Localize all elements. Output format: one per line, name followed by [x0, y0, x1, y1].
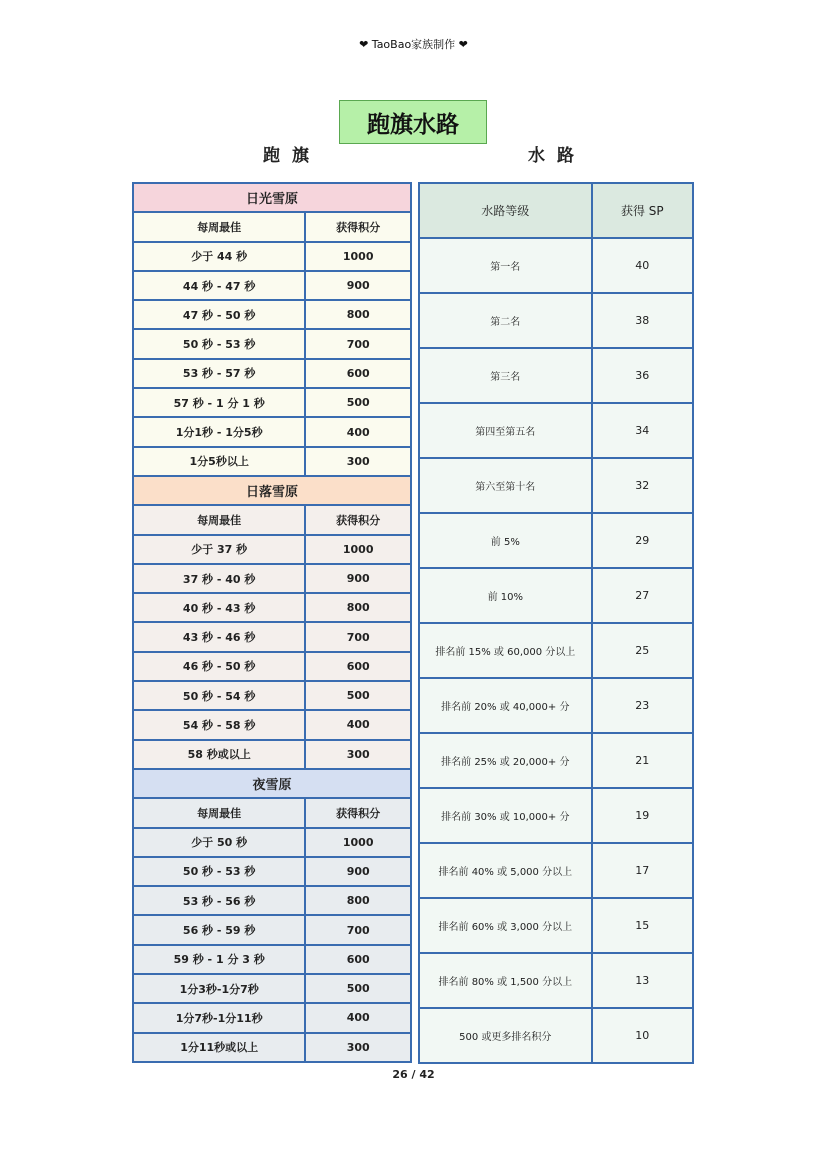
points-cell: 900: [305, 857, 411, 886]
rank-cell: 第二名: [419, 293, 592, 348]
time-cell: 1分1秒 - 1分5秒: [133, 417, 305, 446]
flag-race-table: [132, 182, 412, 1063]
section-header-row: [133, 476, 411, 505]
points-cell: 400: [305, 710, 411, 739]
column-header-time: 每周最佳: [133, 505, 305, 534]
column-header-row: [133, 798, 411, 827]
rank-cell: 前 10%: [419, 568, 592, 623]
rank-cell: 排名前 20% 或 40,000+ 分: [419, 678, 592, 733]
time-cell: 1分5秒以上: [133, 447, 305, 476]
column-header-row: [133, 505, 411, 534]
time-cell: 50 秒 - 54 秒: [133, 681, 305, 710]
table-row: [133, 242, 411, 271]
subtitle-flag: 跑旗: [263, 146, 321, 166]
points-cell: 600: [305, 945, 411, 974]
table-row: [133, 447, 411, 476]
points-cell: 500: [305, 974, 411, 1003]
sp-cell: 17: [592, 843, 693, 898]
page-header: ❤ TaoBao家族制作 ❤: [359, 38, 468, 51]
rank-cell: 排名前 15% 或 60,000 分以上: [419, 623, 592, 678]
table-row: [133, 593, 411, 622]
points-cell: 800: [305, 886, 411, 915]
table-row: [133, 974, 411, 1003]
sp-cell: 19: [592, 788, 693, 843]
time-cell: 1分11秒或以上: [133, 1033, 305, 1062]
table-row: [419, 953, 693, 1008]
points-cell: 800: [305, 300, 411, 329]
points-cell: 900: [305, 564, 411, 593]
sp-cell: 34: [592, 403, 693, 458]
sp-cell: 10: [592, 1008, 693, 1063]
rank-cell: 前 5%: [419, 513, 592, 568]
time-cell: 40 秒 - 43 秒: [133, 593, 305, 622]
time-cell: 少于 37 秒: [133, 535, 305, 564]
section-header-row: [133, 769, 411, 798]
time-cell: 58 秒或以上: [133, 740, 305, 769]
time-cell: 少于 44 秒: [133, 242, 305, 271]
points-cell: 400: [305, 417, 411, 446]
column-header-points: 获得积分: [305, 505, 411, 534]
rank-cell: 排名前 40% 或 5,000 分以上: [419, 843, 592, 898]
points-cell: 300: [305, 447, 411, 476]
time-cell: 56 秒 - 59 秒: [133, 915, 305, 944]
sp-cell: 13: [592, 953, 693, 1008]
time-cell: 37 秒 - 40 秒: [133, 564, 305, 593]
points-cell: 1000: [305, 828, 411, 857]
time-cell: 57 秒 - 1 分 1 秒: [133, 388, 305, 417]
subtitle-water: 水路: [528, 146, 586, 166]
page-title: 跑旗水路: [339, 100, 487, 144]
section-title: 夜雪原: [133, 769, 411, 798]
table-row: [133, 681, 411, 710]
table-row: [419, 678, 693, 733]
column-header-points: 获得积分: [305, 798, 411, 827]
points-cell: 700: [305, 329, 411, 358]
table-row: [133, 622, 411, 651]
sp-cell: 32: [592, 458, 693, 513]
table-row: [133, 1003, 411, 1032]
points-cell: 500: [305, 681, 411, 710]
rank-cell: 排名前 30% 或 10,000+ 分: [419, 788, 592, 843]
table-row: [133, 740, 411, 769]
rank-cell: 第四至第五名: [419, 403, 592, 458]
table-header-row: [419, 183, 693, 238]
time-cell: 59 秒 - 1 分 3 秒: [133, 945, 305, 974]
rank-cell: 第三名: [419, 348, 592, 403]
points-cell: 900: [305, 271, 411, 300]
points-cell: 700: [305, 915, 411, 944]
section-header-row: [133, 183, 411, 212]
points-cell: 700: [305, 622, 411, 651]
points-cell: 400: [305, 1003, 411, 1032]
time-cell: 少于 50 秒: [133, 828, 305, 857]
column-header-points: 获得积分: [305, 212, 411, 241]
table-row: [419, 843, 693, 898]
table-row: [133, 915, 411, 944]
points-cell: 300: [305, 1033, 411, 1062]
table-row: [133, 271, 411, 300]
table-row: [133, 886, 411, 915]
rank-cell: 第一名: [419, 238, 592, 293]
sp-cell: 23: [592, 678, 693, 733]
table-row: [419, 513, 693, 568]
time-cell: 44 秒 - 47 秒: [133, 271, 305, 300]
table-row: [419, 1008, 693, 1063]
rank-cell: 排名前 25% 或 20,000+ 分: [419, 733, 592, 788]
time-cell: 46 秒 - 50 秒: [133, 652, 305, 681]
page-number: 26 / 42: [392, 1068, 435, 1081]
sp-cell: 25: [592, 623, 693, 678]
table-row: [133, 945, 411, 974]
table-row: [133, 359, 411, 388]
table-row: [133, 652, 411, 681]
rank-cell: 排名前 60% 或 3,000 分以上: [419, 898, 592, 953]
sp-cell: 27: [592, 568, 693, 623]
column-header-sp: 获得 SP: [592, 183, 693, 238]
time-cell: 50 秒 - 53 秒: [133, 329, 305, 358]
table-row: [419, 403, 693, 458]
column-header-time: 每周最佳: [133, 798, 305, 827]
table-row: [133, 300, 411, 329]
time-cell: 53 秒 - 57 秒: [133, 359, 305, 388]
table-row: [133, 329, 411, 358]
table-row: [133, 388, 411, 417]
sp-cell: 15: [592, 898, 693, 953]
table-row: [133, 857, 411, 886]
points-cell: 500: [305, 388, 411, 417]
table-row: [419, 293, 693, 348]
sp-cell: 38: [592, 293, 693, 348]
table-row: [133, 564, 411, 593]
rank-cell: 500 或更多排名积分: [419, 1008, 592, 1063]
time-cell: 1分7秒-1分11秒: [133, 1003, 305, 1032]
table-row: [419, 623, 693, 678]
column-header-time: 每周最佳: [133, 212, 305, 241]
table-row: [419, 458, 693, 513]
points-cell: 1000: [305, 242, 411, 271]
table-row: [419, 348, 693, 403]
time-cell: 53 秒 - 56 秒: [133, 886, 305, 915]
table-row: [419, 898, 693, 953]
sp-cell: 21: [592, 733, 693, 788]
points-cell: 800: [305, 593, 411, 622]
table-row: [419, 238, 693, 293]
sp-cell: 36: [592, 348, 693, 403]
time-cell: 1分3秒-1分7秒: [133, 974, 305, 1003]
section-title: 日光雪原: [133, 183, 411, 212]
table-row: [419, 733, 693, 788]
section-title: 日落雪原: [133, 476, 411, 505]
table-row: [133, 710, 411, 739]
table-row: [133, 828, 411, 857]
time-cell: 54 秒 - 58 秒: [133, 710, 305, 739]
points-cell: 1000: [305, 535, 411, 564]
table-row: [419, 788, 693, 843]
table-row: [133, 535, 411, 564]
points-cell: 600: [305, 359, 411, 388]
rank-cell: 排名前 80% 或 1,500 分以上: [419, 953, 592, 1008]
sp-cell: 40: [592, 238, 693, 293]
rank-cell: 第六至第十名: [419, 458, 592, 513]
sp-cell: 29: [592, 513, 693, 568]
table-row: [133, 417, 411, 446]
time-cell: 47 秒 - 50 秒: [133, 300, 305, 329]
table-row: [419, 568, 693, 623]
points-cell: 600: [305, 652, 411, 681]
water-race-table: [418, 182, 694, 1064]
time-cell: 43 秒 - 46 秒: [133, 622, 305, 651]
table-row: [133, 1033, 411, 1062]
column-header-row: [133, 212, 411, 241]
column-header-rank: 水路等级: [419, 183, 592, 238]
time-cell: 50 秒 - 53 秒: [133, 857, 305, 886]
points-cell: 300: [305, 740, 411, 769]
